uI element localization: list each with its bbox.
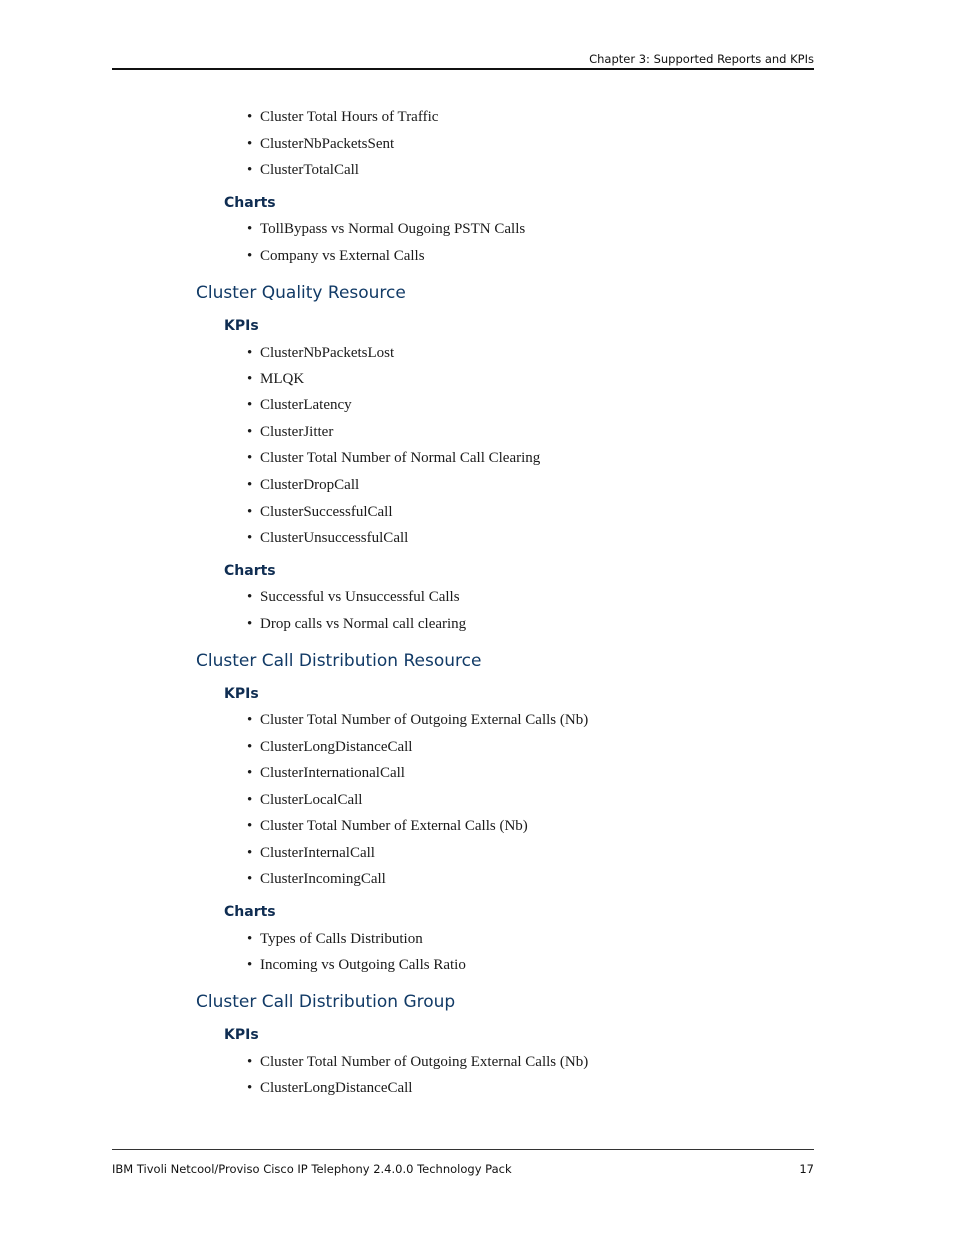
list-item-text: ClusterInternationalCall bbox=[260, 765, 405, 781]
section-title: Cluster Call Distribution Group bbox=[196, 992, 456, 1012]
kpis-heading: KPIs bbox=[224, 1027, 259, 1043]
list-item: • MLQK bbox=[247, 371, 305, 387]
list-item: • TollBypass vs Normal Ougoing PSTN Calls bbox=[247, 221, 526, 237]
footer-title: IBM Tivoli Netcool/Proviso Cisco IP Telephony 2.4.0.0 Technology Pack bbox=[112, 1162, 512, 1176]
list-item: • Successful vs Unsuccessful Calls bbox=[247, 589, 460, 605]
list-item: • ClusterInternationalCall bbox=[247, 765, 405, 781]
list-item-text: ClusterInternalCall bbox=[260, 845, 375, 861]
list-item: • ClusterLongDistanceCall bbox=[247, 1080, 413, 1096]
kpis-heading: KPIs bbox=[224, 318, 259, 334]
list-item-text: ClusterTotalCall bbox=[260, 162, 359, 178]
charts-heading: Charts bbox=[224, 904, 276, 920]
list-item-text: ClusterNbPacketsSent bbox=[260, 136, 395, 152]
list-item-text: ClusterDropCall bbox=[260, 477, 360, 493]
list-item-text: Cluster Total Number of Outgoing External Calls (Nb) bbox=[260, 1054, 589, 1070]
list-item: • Incoming vs Outgoing Calls Ratio bbox=[247, 957, 466, 973]
list-item: • Cluster Total Number of Normal Call Clearing bbox=[247, 450, 541, 466]
list-item-text: ClusterNbPacketsLost bbox=[260, 345, 395, 361]
list-item-text: ClusterLongDistanceCall bbox=[260, 739, 413, 755]
list-item: • Cluster Total Hours of Traffic bbox=[247, 109, 439, 125]
list-item: • ClusterIncomingCall bbox=[247, 871, 386, 887]
list-item: • ClusterJitter bbox=[247, 424, 334, 440]
charts-heading: Charts bbox=[224, 563, 276, 579]
list-item: • Cluster Total Number of Outgoing External Calls (Nb) bbox=[247, 712, 589, 728]
list-item-text: ClusterLocalCall bbox=[260, 792, 363, 808]
section-title: Cluster Call Distribution Resource bbox=[196, 651, 482, 671]
list-item-text: Successful vs Unsuccessful Calls bbox=[260, 589, 460, 605]
list-item: • ClusterTotalCall bbox=[247, 162, 359, 178]
section-title: Cluster Quality Resource bbox=[196, 283, 406, 303]
list-item-text: MLQK bbox=[260, 371, 305, 387]
list-item-text: ClusterJitter bbox=[260, 424, 334, 440]
list-item-text: Cluster Total Number of Outgoing External Calls (Nb) bbox=[260, 712, 589, 728]
list-item: • Types of Calls Distribution bbox=[247, 931, 423, 947]
list-item: • ClusterNbPacketsSent bbox=[247, 136, 395, 152]
footer-rule bbox=[112, 1149, 814, 1150]
list-item-text: ClusterUnsuccessfulCall bbox=[260, 530, 409, 546]
page-number: 17 bbox=[799, 1162, 814, 1176]
kpis-heading: KPIs bbox=[224, 686, 259, 702]
list-item: • ClusterSuccessfulCall bbox=[247, 504, 393, 520]
charts-heading: Charts bbox=[224, 195, 276, 211]
list-item: • ClusterNbPacketsLost bbox=[247, 345, 395, 361]
list-item: • Company vs External Calls bbox=[247, 248, 425, 264]
list-item: • ClusterDropCall bbox=[247, 477, 360, 493]
running-header: Chapter 3: Supported Reports and KPIs bbox=[589, 52, 814, 66]
list-item-text: Cluster Total Number of External Calls (Nb) bbox=[260, 818, 528, 834]
list-item: • Cluster Total Number of External Calls (Nb) bbox=[247, 818, 528, 834]
list-item-text: Cluster Total Hours of Traffic bbox=[260, 109, 439, 125]
header-rule bbox=[112, 68, 814, 70]
list-item: • ClusterLongDistanceCall bbox=[247, 739, 413, 755]
list-item: • ClusterLocalCall bbox=[247, 792, 363, 808]
list-item-text: ClusterSuccessfulCall bbox=[260, 504, 393, 520]
list-item: • ClusterLatency bbox=[247, 397, 352, 413]
list-item-text: Drop calls vs Normal call clearing bbox=[260, 616, 467, 632]
list-item-text: TollBypass vs Normal Ougoing PSTN Calls bbox=[260, 221, 526, 237]
list-item-text: Incoming vs Outgoing Calls Ratio bbox=[260, 957, 466, 973]
list-item-text: Cluster Total Number of Normal Call Clearing bbox=[260, 450, 541, 466]
list-item-text: Types of Calls Distribution bbox=[260, 931, 423, 947]
list-item-text: ClusterLongDistanceCall bbox=[260, 1080, 413, 1096]
list-item: • ClusterInternalCall bbox=[247, 845, 375, 861]
list-item: • Cluster Total Number of Outgoing External Calls (Nb) bbox=[247, 1054, 589, 1070]
list-item-text: ClusterIncomingCall bbox=[260, 871, 386, 887]
list-item-text: Company vs External Calls bbox=[260, 248, 425, 264]
list-item: • ClusterUnsuccessfulCall bbox=[247, 530, 409, 546]
list-item: • Drop calls vs Normal call clearing bbox=[247, 616, 467, 632]
list-item-text: ClusterLatency bbox=[260, 397, 352, 413]
